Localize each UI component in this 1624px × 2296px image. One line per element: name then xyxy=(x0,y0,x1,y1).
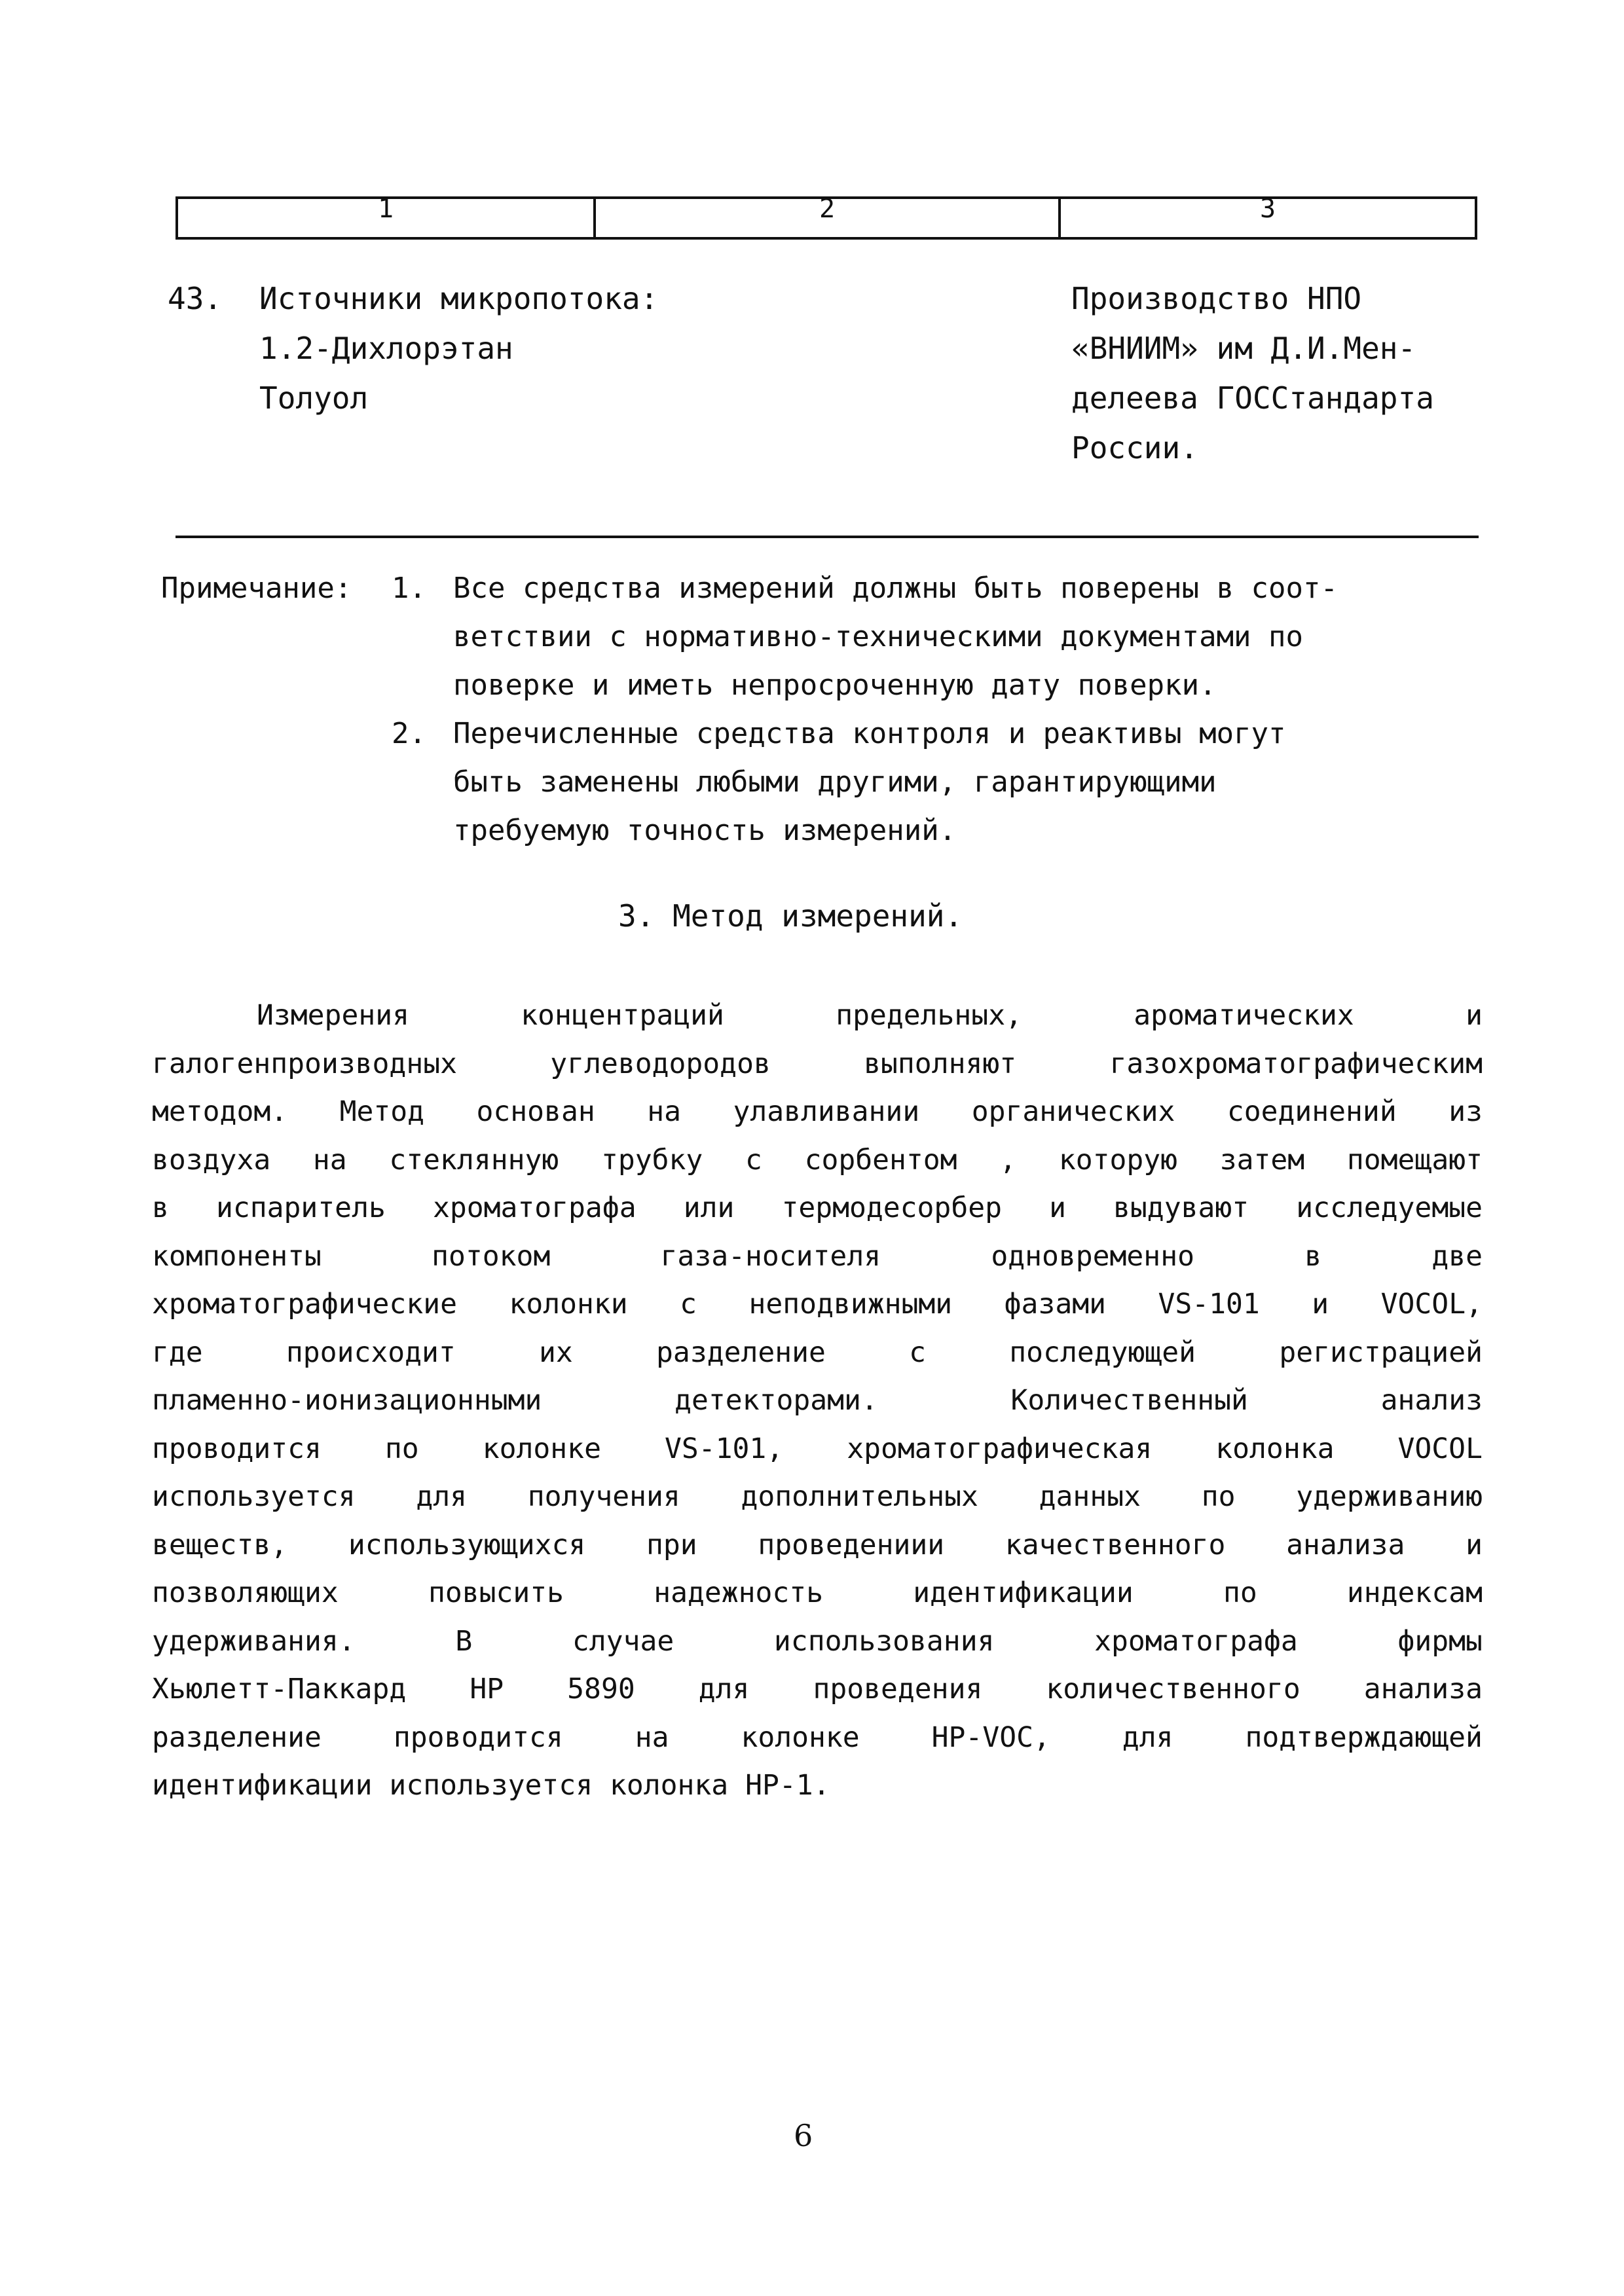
paragraph-line: позволяющих повысить надежность идентификации по индексам xyxy=(152,1576,1483,1609)
table-header-col-1: 1 xyxy=(178,199,596,237)
paragraph-line: хроматографические колонки с неподвижными фазами VS-101 и VOCOL, xyxy=(152,1288,1483,1321)
note-item-line: требуемую точность измерений. xyxy=(453,814,957,847)
paragraph-line: используется для получения дополнительных данных по удерживанию xyxy=(152,1480,1483,1513)
row-source-line: России. xyxy=(1071,430,1198,465)
row-item-description xyxy=(259,274,658,423)
paragraph-line: пламенно-ионизационными детекторами. Количественный анализ xyxy=(152,1384,1483,1417)
note-item-number: 1. xyxy=(392,572,426,605)
paragraph-line: проводится по колонке VS-101, хроматографическая колонка VOCOL xyxy=(152,1432,1483,1465)
paragraph-line: в испаритель хроматографа или термодесорбер и выдувают исследуемые xyxy=(152,1192,1483,1224)
table-bottom-rule xyxy=(175,536,1479,538)
paragraph-line: разделение проводится на колонке HP-VOC, для подтверждающей xyxy=(152,1721,1483,1754)
note-item-line: ветствии с нормативно-техническими документами по xyxy=(453,620,1304,653)
row-number: 43. xyxy=(168,281,223,316)
note-item-line: поверке и иметь непросроченную дату поверки. xyxy=(453,668,1217,702)
paragraph-line: где происходит их разделение с последующей регистрацией xyxy=(152,1336,1483,1369)
table-header-col-3: 3 xyxy=(1259,194,1276,224)
page-number: 6 xyxy=(794,2118,813,2153)
paragraph-line: методом. Метод основан на улавливании органических соединений из xyxy=(152,1095,1483,1128)
row-item-source xyxy=(1071,274,1490,473)
paragraph-line: Хьюлетт-Паккард НР 5890 для проведения количественного анализа xyxy=(152,1673,1483,1705)
note-item-line: быть заменены любыми другими, гарантирующими xyxy=(453,765,1217,799)
row-item-line: Источники микропотока: xyxy=(259,281,659,316)
row-source-line: делеева ГОССтандарта xyxy=(1071,380,1434,416)
row-item-line: Толуол xyxy=(259,380,369,416)
row-item-line: 1.2-Дихлорэтан xyxy=(259,331,513,366)
row-source-line: Производство НПО xyxy=(1071,281,1362,316)
paragraph-line: Измерения концентраций предельных, ароматических и xyxy=(257,999,1483,1032)
paragraph-line: идентификации используется колонка НР-1. xyxy=(152,1769,830,1802)
paragraph-line: галогенпроизводных углеводородов выполняют газохроматографическим xyxy=(152,1047,1483,1080)
note-item-number: 2. xyxy=(392,717,426,750)
paragraph-line: компоненты потоком газа-носителя одновременно в две xyxy=(152,1239,1483,1273)
paragraph-line: веществ, использующихся при проведениии качественного анализа и xyxy=(152,1528,1483,1561)
row-source-line: «ВНИИМ» им Д.И.Мен- xyxy=(1071,331,1416,366)
table-row-43 xyxy=(168,274,1484,470)
paragraph-line: удерживания. В случае использования хроматографа фирмы xyxy=(152,1624,1483,1658)
table-header-row xyxy=(175,196,1477,240)
note-item-line: Перечисленные средства контроля и реактивы могут xyxy=(453,717,1286,750)
paragraph-line: воздуха на стеклянную трубку с сорбентом , которую затем помещают xyxy=(152,1143,1483,1176)
note-label: Примечание: xyxy=(161,572,352,605)
section-title: 3. Метод измерений. xyxy=(618,898,963,934)
note-item-line: Все средства измерений должны быть поверены в соот- xyxy=(453,572,1338,605)
table-header-col-2: 2 xyxy=(596,199,1061,237)
method-paragraph xyxy=(152,992,1483,1810)
